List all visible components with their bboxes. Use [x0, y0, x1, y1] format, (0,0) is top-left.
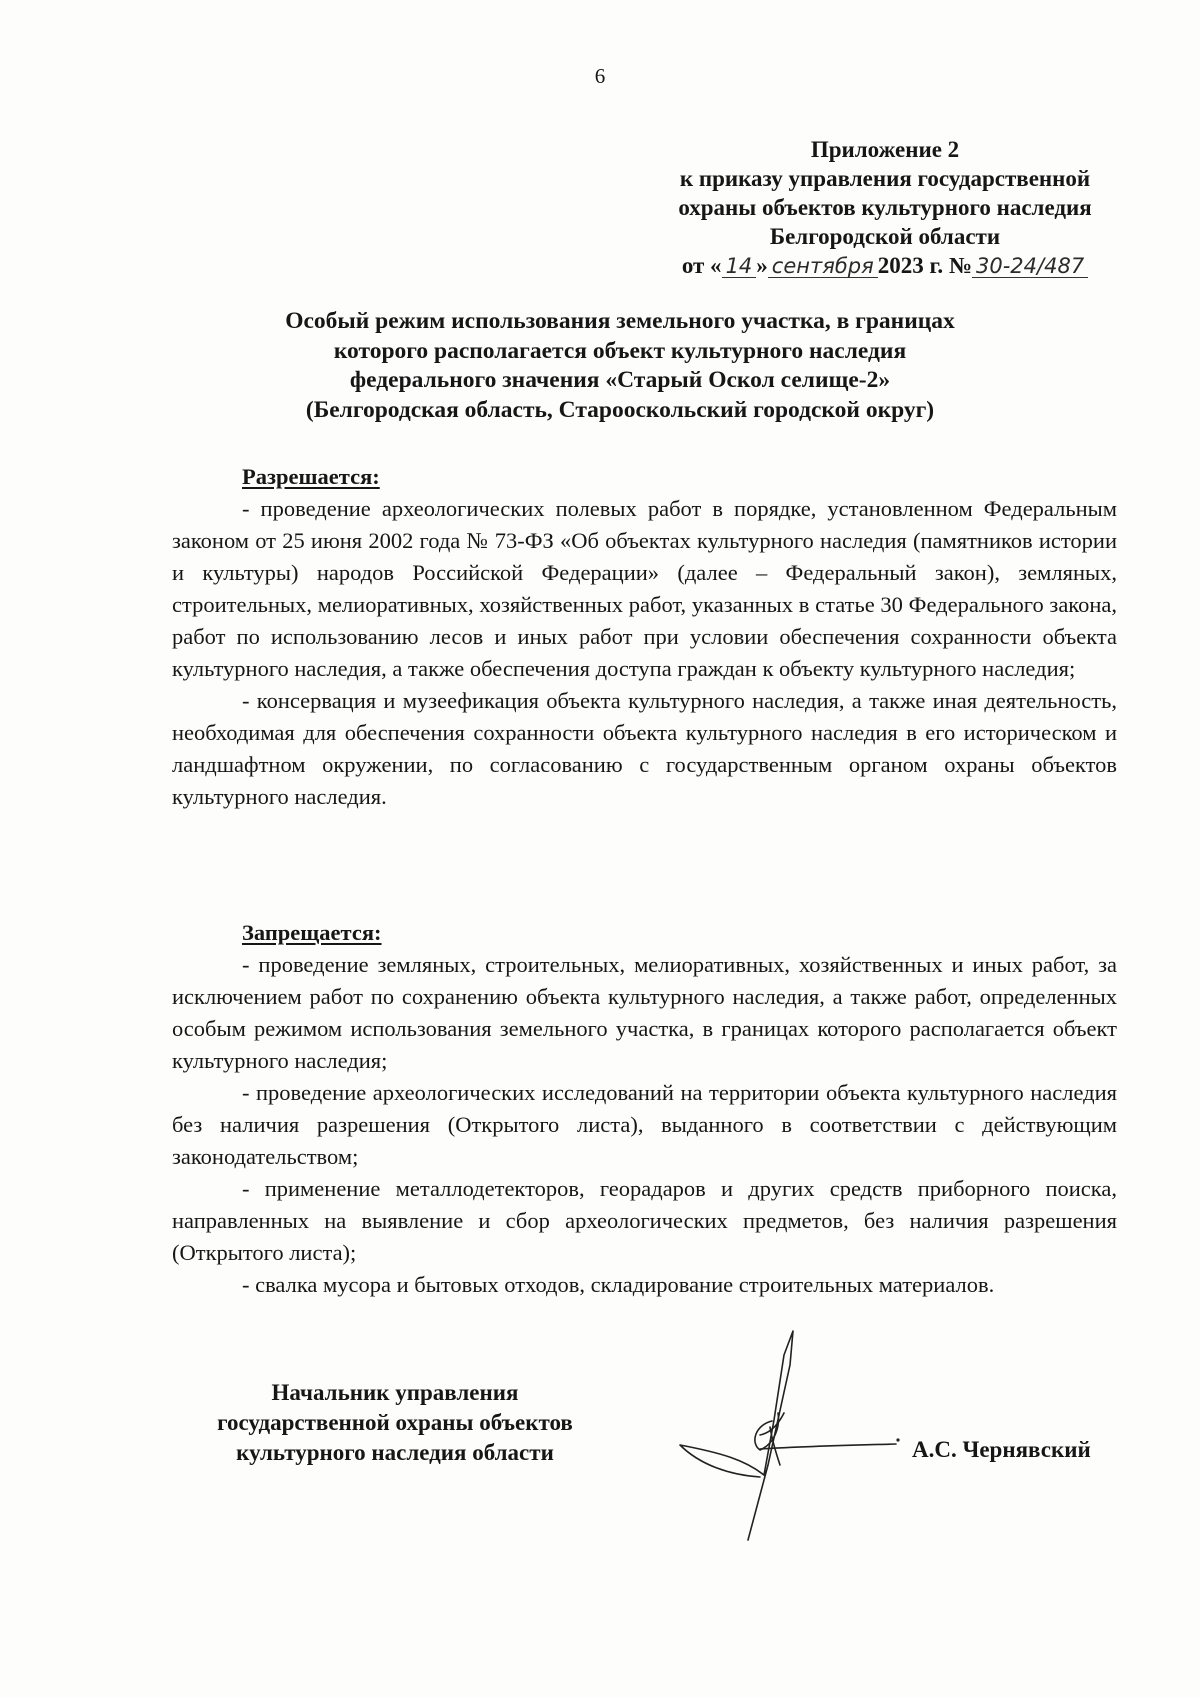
prohibited-item: - свалка мусора и бытовых отходов, складирование строительных материалов.	[242, 1272, 995, 1297]
appendix-header	[640, 135, 1130, 280]
signatory-name: А.С. Чернявский	[912, 1437, 1091, 1462]
date-year: 2023 г. №	[877, 253, 972, 278]
handwritten-order-number: 30-24/487	[972, 255, 1088, 278]
allowed-item: - консервация и музеефикация объекта культурного наследия, а также иная деятельность, необходимая для обеспечения сохранности объекта культурного наследия в его историческом и ландшафтном окружении, по согласованию с государственным органом охраны объектов культурного наследия.	[172, 688, 1117, 809]
appendix-order-line-2: охраны объектов культурного наследия	[678, 195, 1092, 220]
title-line-1: Особый режим использования земельного участка, в границах	[285, 308, 955, 334]
prohibited-heading: Запрещается:	[242, 920, 382, 945]
allowed-heading: Разрешается:	[242, 464, 380, 489]
appendix-order-line-3: Белгородской области	[769, 224, 1001, 249]
date-separator: »	[756, 253, 768, 278]
title-line-3: федерального значения «Старый Оскол селище-2»	[349, 367, 891, 393]
position-line-1: Начальник управления	[271, 1380, 519, 1405]
appendix-order-line-1: к приказу управления государственной	[679, 166, 1091, 191]
allowed-section	[172, 461, 1117, 813]
handwritten-month: сентября	[768, 255, 878, 278]
prohibited-item: - проведение земляных, строительных, мелиоративных, хозяйственных и иных работ, за исключением работ по сохранению объекта культурного наследия, а также работ, определенных особым режимом использования земельного участка, в границах которого располагается объект культурного наследия;	[172, 952, 1117, 1073]
prohibited-item: - применение металлодетекторов, георадаров и других средств приборного поиска, направленных на выявление и сбор археологических предметов, без наличия разрешения (Открытого листа);	[172, 1176, 1117, 1265]
date-prefix: от «	[681, 253, 722, 278]
page-number: 6	[594, 64, 606, 88]
prohibited-item: - проведение археологических исследований на территории объекта культурного наследия без наличия разрешения (Открытого листа), выданного в соответствии с действующим законодательством;	[172, 1080, 1117, 1169]
allowed-item: - проведение археологических полевых работ в порядке, установленном Федеральным законом от 25 июня 2002 года № 73-ФЗ «Об объектах культурного наследия (памятников истории и культуры) народов Российской Федерации» (далее – Федеральный закон), земляных, строительных, мелиоративных, хозяйственных работ, указанных в статье 30 Федерального закона, работ по использованию лесов и иных работ при условии обеспечения сохранности объекта культурного наследия, а также обеспечения доступа граждан к объекту культурного наследия;	[172, 496, 1117, 681]
handwritten-signature-icon	[660, 1325, 900, 1545]
handwritten-day: 14	[722, 255, 757, 278]
order-date-line	[640, 251, 1130, 280]
prohibited-section	[172, 917, 1117, 1301]
title-line-4: (Белгородская область, Старооскольский городской округ)	[305, 396, 935, 423]
appendix-title: Приложение 2	[810, 137, 960, 162]
title-line-2: которого располагается объект культурного наследия	[333, 337, 907, 364]
position-line-3: культурного наследия области	[236, 1440, 554, 1465]
position-line-2: государственной охраны объектов	[217, 1410, 573, 1435]
document-title	[170, 307, 1070, 425]
signatory-position	[175, 1378, 615, 1468]
